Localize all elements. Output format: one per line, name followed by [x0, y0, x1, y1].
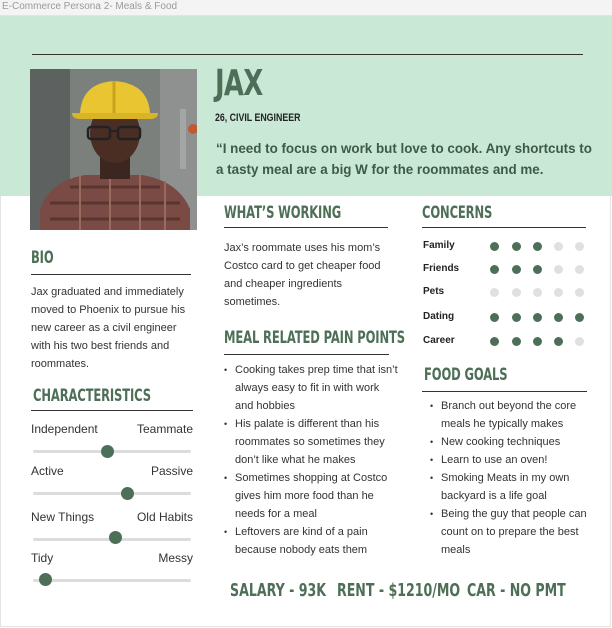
pain-points-heading: MEAL RELATED PAIN POINTS — [224, 328, 405, 348]
whats-working-text: Jax’s roommate uses his mom’s Costco card to get cheaper food and cheaper ingredients sometimes. — [224, 242, 381, 308]
slider-right-label: Messy — [158, 551, 193, 565]
concern-label-pets: Pets — [423, 286, 445, 297]
concern-rating-dot — [533, 242, 542, 251]
concern-rating-dot — [533, 337, 542, 346]
whats-working-heading: WHAT’S WORKING — [224, 203, 342, 223]
list-item: • New cooking techniques — [430, 433, 594, 451]
slider-track — [33, 492, 191, 495]
window-titlebar — [0, 0, 612, 16]
concern-rating-dot — [490, 313, 499, 322]
concern-rating-dot — [554, 313, 563, 322]
pain-points-divider — [224, 354, 389, 355]
concerns-heading: CONCERNS — [422, 203, 493, 223]
concern-rating-dot — [575, 313, 584, 322]
persona-subtitle: 26, CIVIL ENGINEER — [215, 112, 301, 124]
bio-heading: BIO — [31, 248, 54, 268]
slider-knob[interactable] — [109, 531, 122, 544]
slider-right-label: Passive — [150, 464, 193, 478]
food-goals-heading: FOOD GOALS — [424, 365, 508, 385]
persona-name: JAX — [215, 63, 263, 104]
concerns-divider — [422, 227, 586, 228]
slider-right-label: Teammate — [136, 422, 193, 436]
rent-stat: RENT - $1210/MO — [337, 580, 461, 601]
concern-rating-dot — [554, 242, 563, 251]
concern-rating-dot — [533, 288, 542, 297]
concern-rating-dot — [575, 337, 584, 346]
concern-rating-dot — [533, 313, 542, 322]
list-item: • His palate is different than his roommates so sometimes they don’t like what he makes — [224, 415, 398, 469]
concern-rating-dot — [490, 242, 499, 251]
concern-label-career: Career — [423, 335, 455, 346]
slider-track — [33, 579, 191, 582]
list-item: • Sometimes shopping at Costco gives him more food than he needs for a meal — [224, 469, 398, 523]
whats-working-divider — [224, 227, 388, 228]
concern-rating-dot — [554, 337, 563, 346]
list-item: • Learn to use an oven! — [430, 451, 594, 469]
concern-rating-dot — [512, 313, 521, 322]
bio-text: Jax graduated and immediately moved to Phoenix to pursue his new career as a civil engineer with his two best friends and roommates. — [31, 286, 186, 370]
concern-label-family: Family — [423, 240, 455, 251]
concern-rating-dot — [575, 265, 584, 274]
car-stat: CAR - NO PMT — [467, 580, 566, 601]
concern-rating-dot — [490, 265, 499, 274]
slider-right-label: Old Habits — [136, 510, 193, 524]
characteristics-heading: CHARACTERISTICS — [33, 386, 151, 406]
slider-left-label: Active — [31, 464, 64, 478]
concern-rating-dot — [533, 265, 542, 274]
slider-knob[interactable] — [101, 445, 114, 458]
food-goals-divider — [422, 391, 587, 392]
concern-rating-dot — [512, 288, 521, 297]
salary-stat: SALARY - 93K — [230, 580, 327, 601]
list-item: • Cooking takes prep time that isn’t always easy to fit in with work and hobbies — [224, 361, 398, 415]
top-divider — [32, 54, 583, 55]
list-item: • Branch out beyond the core meals he typically makes — [430, 397, 594, 433]
concern-rating-dot — [490, 337, 499, 346]
slider-left-label: Tidy — [31, 551, 54, 565]
list-item: • Being the guy that people can count on to prepare the best meals — [430, 505, 594, 559]
bio-divider — [31, 274, 191, 275]
concern-rating-dot — [512, 337, 521, 346]
pain-points-list — [224, 361, 398, 559]
concern-label-friends: Friends — [423, 263, 460, 274]
list-item: • Leftovers are kind of a pain because nobody eats them — [224, 523, 398, 559]
concern-rating-dot — [554, 265, 563, 274]
characteristics-divider — [31, 410, 193, 411]
food-goals-list — [430, 397, 594, 559]
concern-label-dating: Dating — [423, 311, 455, 322]
window-title: E-Commerce Persona 2- Meals & Food — [2, 1, 178, 12]
slider-left-label: New Things — [31, 510, 95, 524]
concern-rating-dot — [490, 288, 499, 297]
concern-rating-dot — [512, 242, 521, 251]
persona-photo-illustration — [30, 69, 197, 230]
persona-photo — [30, 69, 197, 230]
slider-left-label: Independent — [31, 422, 98, 436]
persona-quote: “I need to focus on work but love to cook. Any shortcuts to a tasty meal are a big W for the roommates and me. — [216, 141, 592, 177]
concern-rating-dot — [512, 265, 521, 274]
concern-rating-dot — [575, 242, 584, 251]
list-item: • Smoking Meats in my own backyard is a life goal — [430, 469, 594, 505]
concern-rating-dot — [575, 288, 584, 297]
concern-rating-dot — [554, 288, 563, 297]
